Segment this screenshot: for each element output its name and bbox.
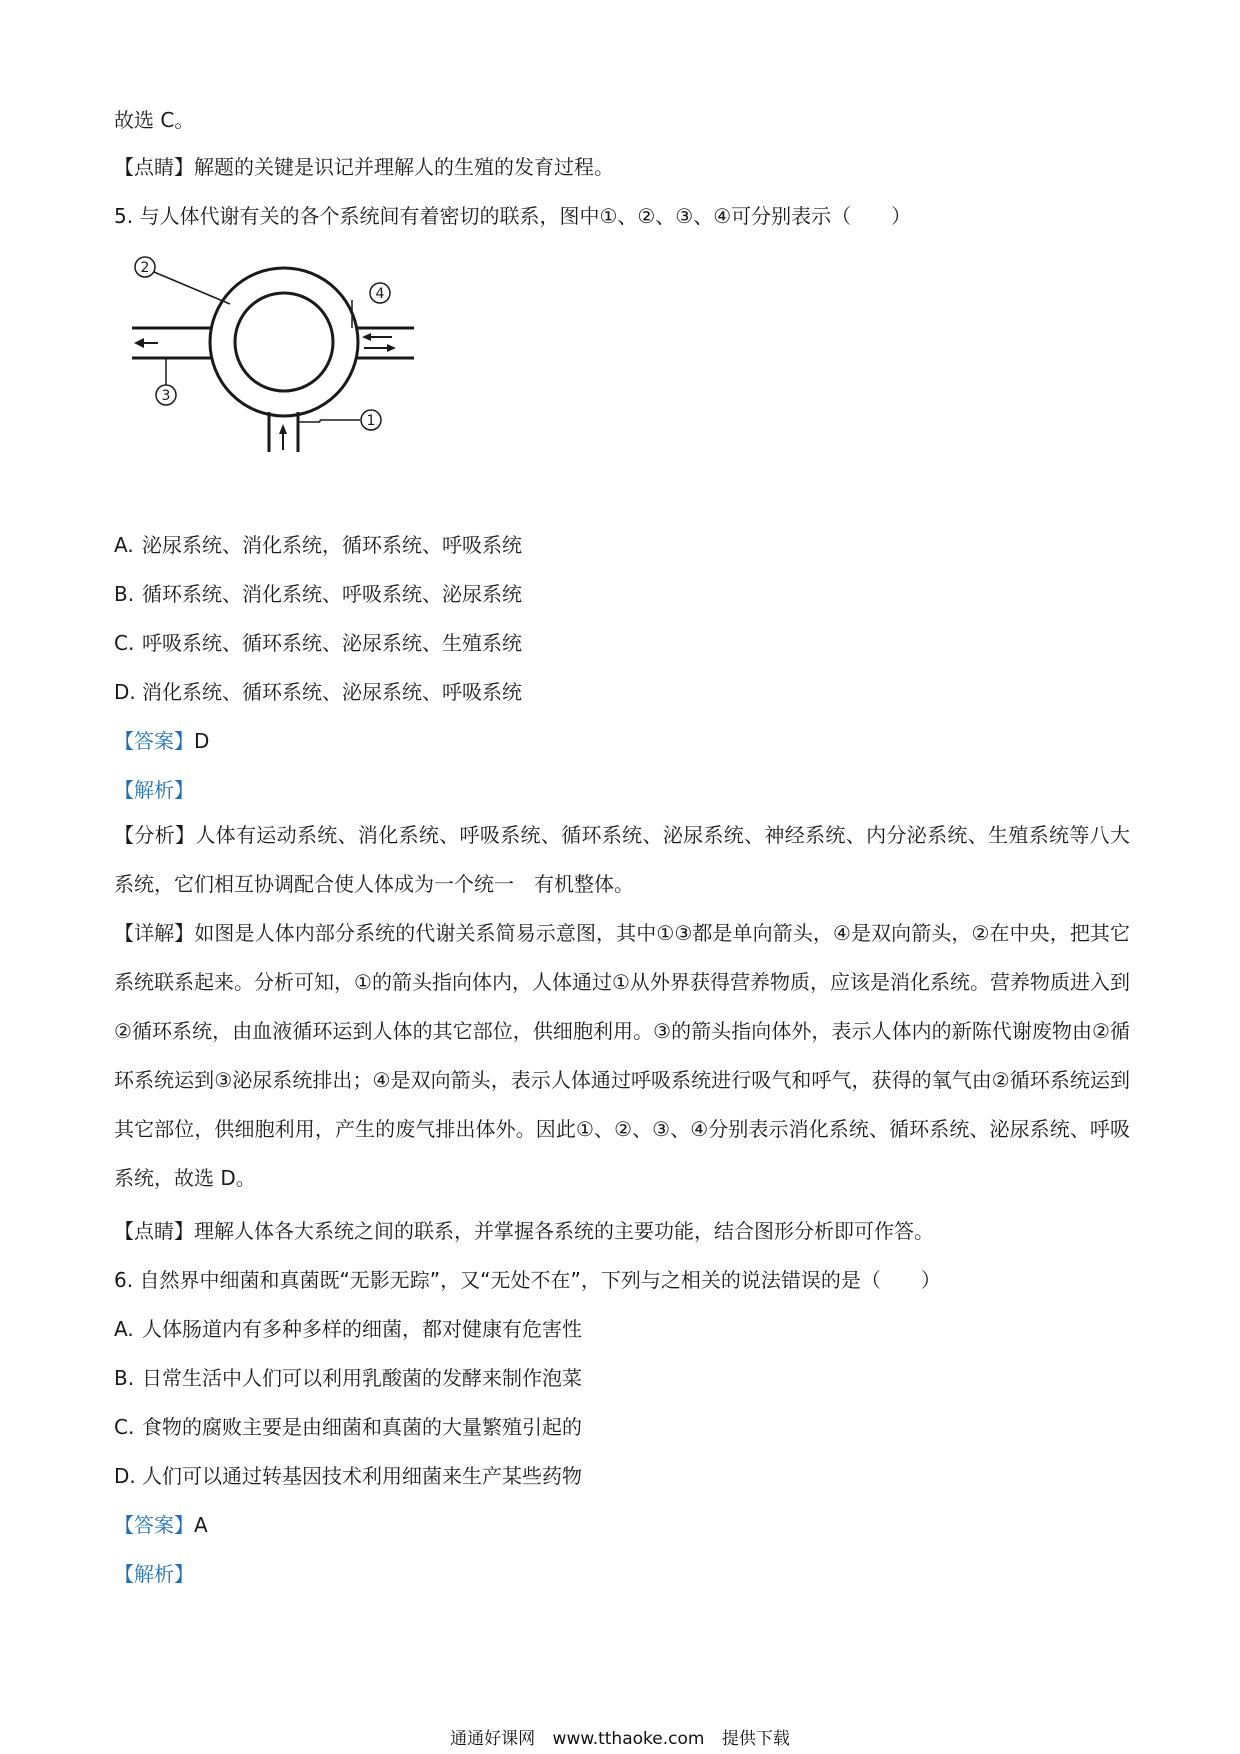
label-2: 2 xyxy=(140,260,150,276)
option-text: 食物的腐败主要是由细菌和真菌的大量繁殖引起的 xyxy=(142,1415,582,1439)
label-4: 4 xyxy=(375,286,385,302)
option-letter: A. xyxy=(114,533,134,557)
inner-ring xyxy=(235,293,333,391)
q6-option-c xyxy=(114,1413,582,1441)
footer-url[interactable]: www.tthaoke.com xyxy=(552,1729,705,1749)
q5-option-a xyxy=(114,531,522,559)
dianjing-text: 理解人体各大系统之间的联系，并掌握各系统的主要功能，结合图形分析即可作答。 xyxy=(194,1219,934,1243)
answer-tag: 【答案】 xyxy=(114,729,194,753)
option-text: 日常生活中人们可以利用乳酸菌的发酵来制作泡菜 xyxy=(142,1366,582,1390)
fenxi-tag: 【分析】 xyxy=(114,823,196,847)
footer-note: 提供下载 xyxy=(721,1729,790,1749)
option-text: 泌尿系统、消化系统，循环系统、呼吸系统 xyxy=(142,533,522,557)
q6-option-a xyxy=(114,1315,582,1343)
option-text: 循环系统、消化系统、呼吸系统、泌尿系统 xyxy=(142,582,522,606)
fenxi-text: 人体有运动系统、消化系统、呼吸系统、循环系统、泌尿系统、神经系统、内分泌系统、生殖系统等八大系统，它们相互协调配合使人体成为一个统一 有机整体。 xyxy=(114,823,1131,896)
q6-answer xyxy=(114,1511,208,1539)
option-letter: C. xyxy=(114,1415,135,1439)
option-letter: D. xyxy=(114,1464,136,1488)
xiangjie-text: 如图是人体内部分系统的代谢关系简易示意图，其中①③都是单向箭头，④是双向箭头，②在中央，把其它系统联系起来。分析可知，①的箭头指向体内，人体通过①从外界获得营养物质，应该是消化系统。营养物质进入到②循环系统，由血液循环运到人体的其它部位，供细胞利用。③的箭头指向体外，表示人体内的新陈代谢废物由②循环系统运到③泌尿系统排出；④是双向箭头，表示人体通过呼吸系统进行吸气和呼气，获得的氧气由②循环系统运到其它部位，供细胞利用，产生的废气排出体外。因此①、②、③、④分别表示消化系统、循环系统、泌尿系统、呼吸系统，故选 D。 xyxy=(114,921,1131,1190)
xiangjie-tag: 【详解】 xyxy=(114,921,195,945)
option-text: 人体肠道内有多种多样的细菌，都对健康有危害性 xyxy=(142,1317,582,1341)
option-letter: A. xyxy=(114,1317,134,1341)
option-text: 呼吸系统、循环系统、泌尿系统、生殖系统 xyxy=(142,631,522,655)
q5-option-d xyxy=(114,678,522,706)
option-letter: B. xyxy=(114,582,135,606)
q5-xiangjie xyxy=(114,909,1130,1203)
question-5-stem: 5. 与人体代谢有关的各个系统间有着密切的联系，图中①、②、③、④可分别表示（ ） xyxy=(114,204,912,228)
option-text: 人们可以通过转基因技术利用细菌来生产某些药物 xyxy=(142,1464,582,1488)
q5-jiexi-tag: 【解析】 xyxy=(114,778,194,802)
q6-option-d xyxy=(114,1462,582,1490)
dianjing-tag: 【点睛】 xyxy=(114,1219,194,1243)
q6-jiexi-tag: 【解析】 xyxy=(114,1562,194,1586)
q5-option-b xyxy=(114,580,522,608)
q5-option-c xyxy=(114,629,522,657)
q5-fenxi xyxy=(114,811,1130,909)
answer-value: A xyxy=(194,1513,208,1537)
label-1: 1 xyxy=(366,413,376,429)
option-letter: C. xyxy=(114,631,135,655)
footer-site-name: 通通好课网 xyxy=(450,1729,536,1749)
question-6-stem: 6. 自然界中细菌和真菌既“无影无踪”，又“无处不在”，下列与之相关的说法错误的是（ ） xyxy=(114,1268,941,1292)
dianjing-text: 解题的关键是识记并理解人的生殖的发育过程。 xyxy=(194,155,614,179)
q5-dianjing xyxy=(114,1217,934,1245)
conclusion-line: 故选 C。 xyxy=(114,108,195,132)
page-footer xyxy=(0,1728,1240,1750)
label-3: 3 xyxy=(161,388,171,404)
answer-value: D xyxy=(194,729,210,753)
option-text: 消化系统、循环系统、泌尿系统、呼吸系统 xyxy=(142,680,522,704)
option-letter: D. xyxy=(114,680,136,704)
q6-option-b xyxy=(114,1364,582,1392)
outer-ring xyxy=(210,268,358,416)
dianjing-tag: 【点睛】 xyxy=(114,155,194,179)
dianjing-prev xyxy=(114,153,614,181)
option-letter: B. xyxy=(114,1366,135,1390)
answer-tag: 【答案】 xyxy=(114,1513,194,1537)
q5-answer xyxy=(114,727,209,755)
metabolism-diagram xyxy=(124,252,424,462)
